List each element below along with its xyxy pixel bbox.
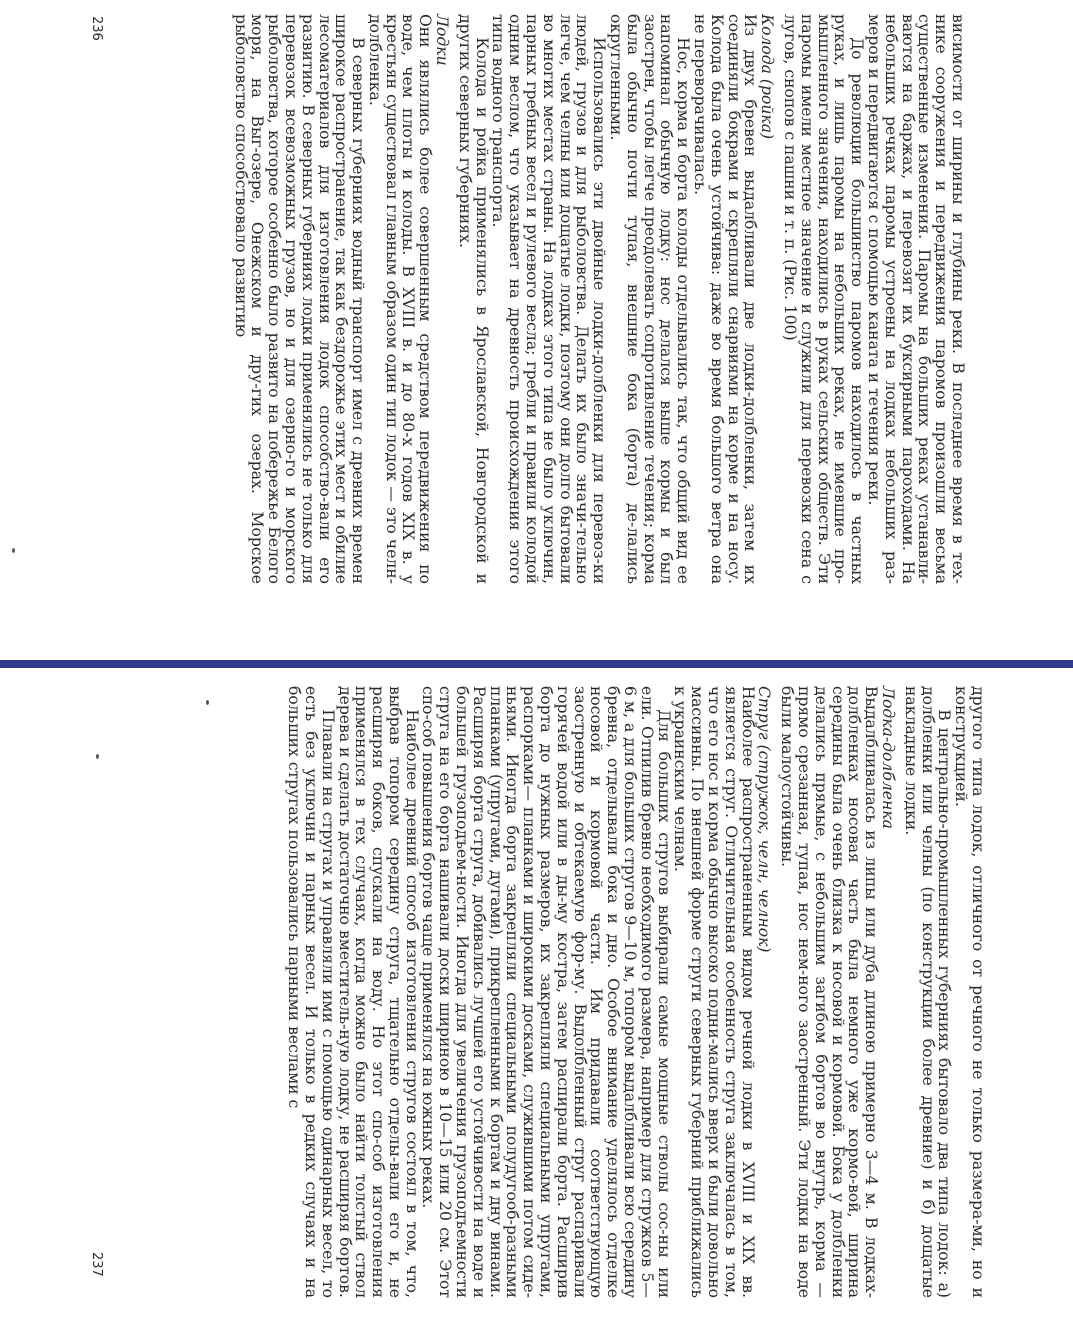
right-page-text [106,686,986,1298]
page-number: 236 [89,16,104,41]
section-heading: Лодка-долбленка [879,686,898,829]
section-heading: Струг (стружок, челн, челнок) [755,686,774,953]
paragraph: Наиболее древний способ изготовления стругов состоял в том, что, выбрав топором середину струга, тщательно отделы-вали его и, не расширяя боков, спускали на воду. Но этот спо-соб изготовления применялся в тех случаях, когда можно было найти толстый ствол дерева и сделать достаточно вместитель-ную лодку, не расширяя бортов. [335,686,421,1298]
right-page [0,668,1073,1324]
paragraph: Плавали на стругах и управляли ими с помощью одинарных весел, то есть без уключин и парных весел. И только в редких случаях и на больших стругах пользовались парными веслами с [285,686,337,1298]
paragraph: Выдалбливалась из липы или дуба длиною примерно 3—4 м. В лодках-долбленках носовая часть была немного уже кормо-вой, ширина середины была очень близка к носовой и кормовой. Бока у долбленки делались прямые, с небольшим загибом бортов во внутрь, корма — прямо срезанная, тупая, нос нем-ного заостренный. Эти лодки на воде были малоустойчивы. [778,686,881,1298]
scan-speck [96,754,99,759]
page-divider [0,660,1073,668]
paragraph: Из двух бревен выдалбливали две лодки-долбленки, затем их соединяли бокрами и скрепляли снарвиями на корме и на носу. Колода была очень устойчива: даже во время большого ветра она не переворачивалась. [691,14,760,584]
paragraph: Колода и ройка применялись в Ярославской, Новгородской и других северных губерниях. [455,14,491,584]
left-page [0,0,1073,660]
page-number: 237 [89,1252,104,1277]
paragraph: Нос, корма и борта колоды отделывались так, что общий вид ее напоминал обычную лодку: нос делался выше кормы и был заострен, чтобы легче преодолевать сопротивление течения; корма была обычно почти тупая, внешние бока (борта) де-лались округленными. [607,14,693,584]
section-heading: Лодки [433,14,452,66]
scan-speck [206,700,209,705]
paragraph: Для больших стругов выбирали самые мощные стволы сос-ны или ели. Отпилив бревно необходимого размера, например для стружков 5—6 м, а для больших стругов 9—10 м, топором выдалбливали всю середину бревна, отделывали бока и дно. Особое внимание уделялось отделке носовой и кормовой части. Им придавали соответствующую заостренную и обтекаемую фор-му. Выдолбленный струг распаривали горячей водой или в ды-му костра, затем распирали борта. Расширив борта до нужных размеров, их закрепляли специальными упругами, распорками— планками и широкими досками, служившими потом сиде-ньями. Иногда борта закрепляли специальными полудугооб-разными планками (упругами, дугами), прикрепленными к бортам и дну винами. Расширяя борта струга, добивались лучшей его устойчивости на воде и большей грузоподъем-ности. Иногда для увеличения грузоподъемности струга на его борта нашивали доски шириною в 10—15 или 20 см. Этот спо-соб повышения бортов чаще применялся на южных реках. [419,686,673,1298]
paragraph: другого типа лодок, отличного от речного не только размера-ми, но и конструкцией. [952,686,987,1298]
left-page-text [96,14,966,584]
paragraph: Использовались эти двойные лодки-долбленки для перевоз-ки людей, грузов и для рыболовства. Делать их было значи-тельно легче, чем челны или дощатые лодки, поэтому они долго бытовали во многих местах страны. На лодках этого типа не было уключин, парных гребных весел и рулевого весла; гребли и правили колодой одним веслом, что указывает на древность происхождения этого типа водного транспорта. [489,14,609,584]
paragraph: Наиболее распространенным видом речной лодки в XVIII и XIX вв. является струг. Отличительная особенность струга заключалась в том, что его нос и корма обычно высоко подни-мались вверх и были довольно массивны. По внешней форме струги северных губерний приближались к украинским челнам. [671,686,757,1298]
paragraph: Они являлись более совершенным средством передвижения по воде, чем плоты и колоды. В XVIII в. и до 80-х годов XIX в. у крестьян существовал главным образом один тип лодок — это челн-долбленка. [365,14,435,584]
paragraph: До революции большинство паромов находилось в частных руках, и лишь паромы на небольших реках, не имевшие про-мышленного значения, находились в руках сельских обществ. Эти паромы имели местное значение и служили для перевозки сена с лугов, снопов с пашни и т. п. (Рис. 100) [781,14,867,584]
paragraph: В центрально-промышленных губерниях бытовало два типа лодок: а) долбленки или челны (по конструкции более древние) и б) дощатые накладные лодки. [901,686,954,1298]
scan-speck [12,548,15,553]
paragraph: В северных губерниях водный транспорт имел с древних времен широкое распространение, так как бездорожье этих мест и обилие лесоматериалов для изготовления лодок способство-вали его развитию. В северных губерниях лодки применялись не только для перевозок всевозможных грузов, но и для озерно-го и морского рыболовства, которое особенно было развито на побережье Белого моря, на Выг-озере, Онежском и дру-гих озерах. Морское рыболовство способствовало развитию [231,14,368,584]
paragraph: висимости от ширины и глубины реки. В последнее время в тех-нике сооружения и передвижения паромов произошли весьма существенные изменения. Паромы на больших реках устанавли-ваются на баржах, и перевозят их буксирными пароходами. На небольших речках паромы устроены на лодках небольших раз-меров и передвигаются с помощью каната и течения реки. [865,14,967,584]
section-heading: Колода (ройка) [758,14,777,140]
